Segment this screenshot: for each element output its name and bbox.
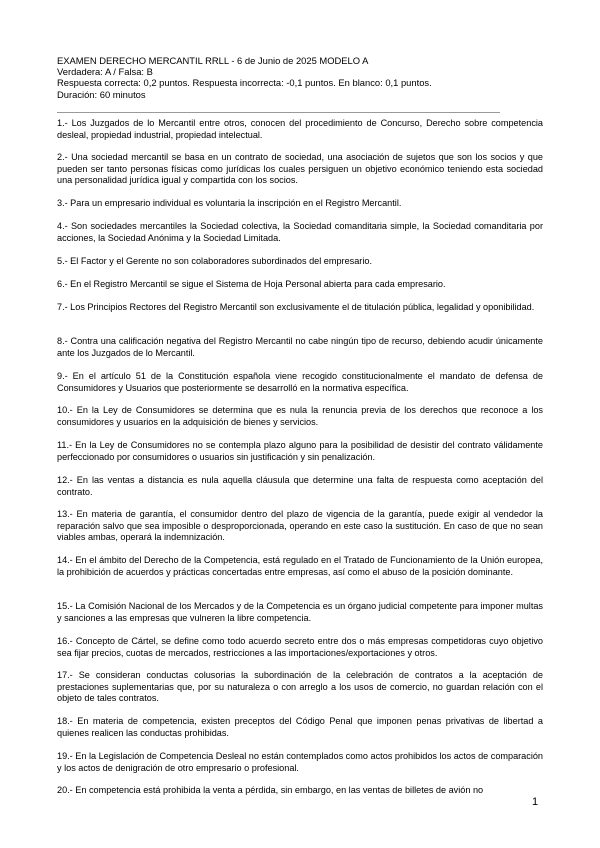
question-item: 2.- Una sociedad mercantil se basa en un contrato de sociedad, una asociación de sujetos que son los socios y que pueden ser tanto personas físicas como jurídicas los cuales persiguen un objetivo económico teniendo esta sociedad una personalidad jurídica igual y compartida con los socios. xyxy=(57,152,543,186)
question-item: 15.- La Comisión Nacional de los Mercados y de la Competencia es un órgano judicial competente para imponer multas y sanciones a las empresas que vulneren la libre competencia. xyxy=(57,601,543,623)
exam-title: EXAMEN DERECHO MERCANTIL RRLL - 6 de Junio de 2025 MODELO A xyxy=(57,55,369,66)
scoring-rules: Respuesta correcta: 0,2 puntos. Respuesta incorrecta: -0,1 puntos. En blanco: 0,1 puntos. xyxy=(57,77,432,89)
question-item: 7.- Los Principios Rectores del Registro Mercantil son exclusivamente el de titulación pública, legalidad y oponibilidad. xyxy=(57,302,535,312)
question-item: 12.- En las ventas a distancia es nula aquella cláusula que determine una falta de respuesta como aceptación del contrato. xyxy=(57,475,543,497)
header-divider xyxy=(57,112,500,113)
question-item: 16.- Concepto de Cártel, se define como todo acuerdo secreto entre dos o más empresas competidoras cuyo objetivo sea fijar precios, cuotas de mercados, restricciones a las importaciones/exportaciones y otros. xyxy=(57,636,543,658)
answers-key: Verdadera: A / Falsa: B xyxy=(57,66,153,78)
question-item: 8.- Contra una calificación negativa del Registro Mercantil no cabe ningún tipo de recurso, debiendo acudir únicamente ante los Juzgados de lo Mercantil. xyxy=(57,336,543,358)
question-item: 13.- En materia de garantía, el consumidor dentro del plazo de vigencia de la garantía, puede exigir al vendedor la reparación salvo que sea imposible o desproporcionada, operando en este caso la sustitución. En caso de que no sean viables ambas, operará la indemnización. xyxy=(57,509,543,543)
question-item: 14.- En el ámbito del Derecho de la Competencia, está regulado en el Tratado de Funcionamiento de la Unión europea, la prohibición de acuerdos y prácticas concertadas entre empresas, así como el abuso de la posición dominante. xyxy=(57,555,543,577)
exam-duration: Duración: 60 minutos xyxy=(57,88,146,100)
question-item: 4.- Son sociedades mercantiles la Sociedad colectiva, la Sociedad comanditaria simple, la Sociedad comanditaria por acciones, la Sociedad Anónima y la Sociedad Limitada. xyxy=(57,221,543,243)
question-item: 18.- En materia de competencia, existen preceptos del Código Penal que imponen penas privativas de libertad a quienes realicen las conductas prohibidas. xyxy=(57,716,543,738)
question-item: 19.- En la Legislación de Competencia Desleal no están contemplados como actos prohibidos los actos de comparación y los actos de denigración de otro empresario o profesional. xyxy=(57,751,543,773)
question-item: 9.- En el artículo 51 de la Constitución española viene recogido constitucionalmente el mandato de defensa de Consumidores y Usuarios que posteriormente se desarrolló en la normativa específica. xyxy=(57,371,543,393)
question-item: 17.- Se consideran conductas colusorias la subordinación de la celebración de contratos a la aceptación de prestaciones suplementarias que, por su naturaleza o con arreglo a los usos de comercio, no guardan relación con el objeto de tales contratos. xyxy=(57,670,543,704)
question-item: 3.- Para un empresario individual es voluntaria la inscripción en el Registro Mercantil. xyxy=(57,198,402,208)
question-item: 6.- En el Registro Mercantil se sigue el Sistema de Hoja Personal abierta para cada empresario. xyxy=(57,279,446,289)
question-item: 11.- En la Ley de Consumidores no se contempla plazo alguno para la posibilidad de desistir del contrato válidamente perfeccionado por consumidores o usuarios sin justificación y sin penalización. xyxy=(57,440,543,462)
page-number: 1 xyxy=(532,796,539,808)
question-item: 10.- En la Ley de Consumidores se determina que es nula la renuncia previa de los derechos que reconoce a los consumidores y usuarios en la adquisición de bienes y servicios. xyxy=(57,405,543,427)
exam-header xyxy=(57,55,543,100)
question-item: 20.- En competencia está prohibida la venta a pérdida, sin embargo, en las ventas de billetes de avión no xyxy=(57,785,484,795)
question-item: 5.- El Factor y el Gerente no son colaboradores subordinados del empresario. xyxy=(57,256,372,266)
question-item: 1.- Los Juzgados de lo Mercantil entre otros, conocen del procedimiento de Concurso, Derecho sobre competencia desleal, propiedad industrial, propiedad intelectual. xyxy=(57,118,543,140)
